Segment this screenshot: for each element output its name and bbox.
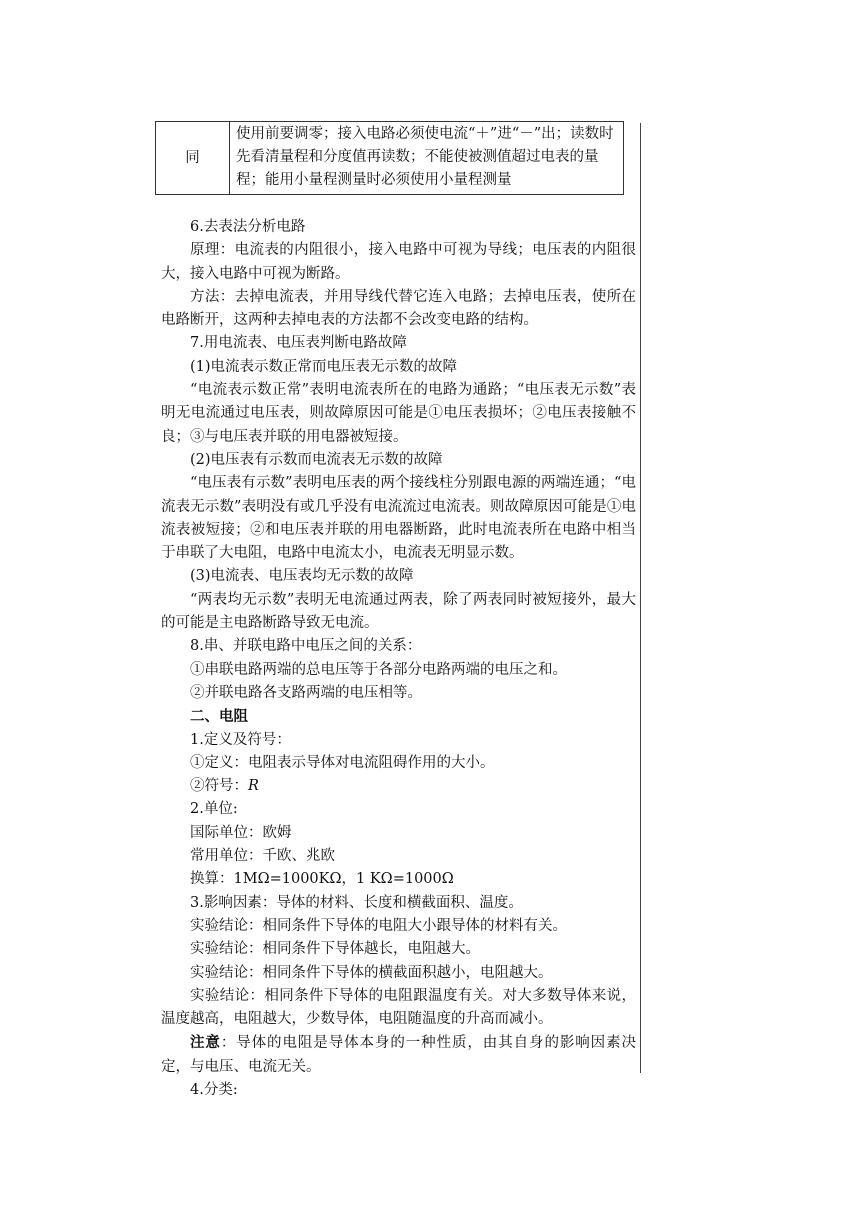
symbol-label: ②符号：: [190, 778, 248, 795]
definition-title: 1.定义及符号：: [190, 731, 291, 748]
si-unit: 国际单位：欧姆: [190, 824, 292, 841]
document-body: [161, 216, 636, 1102]
conclusion-material: 实验结论：相同条件下导体的电阻大小跟导体的材料有关。: [190, 917, 567, 934]
series-voltage-rule: ①串联电路两端的总电压等于各部分电路两端的电压之和。: [190, 661, 567, 678]
note-text: ：导体的电阻是导体本身的一种性质，由其自身的影响因素决定，与电压、电流无关。: [161, 1035, 637, 1075]
principle-paragraph: 原理：电流表的内阻很小，接入电路中可视为导线；电压表的内阻很大，接入电路中可视为断路。: [161, 242, 636, 282]
influencing-factors: 3.影响因素：导体的材料、长度和横截面积、温度。: [190, 894, 523, 911]
unit-title: 2.单位:: [190, 801, 238, 818]
fault-case-2-title: (2)电压表有示数而电流表无示数的故障: [190, 451, 443, 468]
line-7: 7.用电流表、电压表判断电路故障: [190, 335, 407, 352]
fault-case-1-paragraph: “电流表示数正常”表明电流表所在的电路为通路；“电压表无示数”表明无电流通过电压表，则故障原因可能是①电压表损坏；②电压表接触不良；③与电压表并联的用电器被短接。: [161, 382, 636, 445]
page-margin-line: [640, 123, 641, 1073]
classification-title: 4.分类:: [190, 1081, 238, 1098]
fault-case-2-paragraph: “电压表有示数”表明电压表的两个接线柱分别跟电源的两端连通；“电流表无示数”表明没有或几乎没有电流流过电流表。则故障原因可能是①电流表被短接；②和电压表并联的用电器断路，此时电流表所在电路中相当于串联了大电阻，电路中电流太小，电流表无明显示数。: [161, 475, 636, 562]
common-unit: 常用单位：千欧、兆欧: [190, 848, 335, 865]
symbol-value: R: [248, 778, 259, 795]
table-cell-label: 同: [156, 122, 230, 195]
definition-text: ①定义：电阻表示导体对电流阻碍作用的大小。: [190, 754, 495, 771]
conclusion-length: 实验结论：相同条件下导体越长，电阻越大。: [190, 941, 480, 958]
method-paragraph: 方法：去掉电流表，并用导线代替它连入电路；去掉电压表，使所在电路断开，这两种去掉电表的方法都不会改变电路的结构。: [161, 288, 636, 329]
fault-case-3-title: (3)电流表、电压表均无示数的故障: [190, 568, 414, 585]
symbol-line: [161, 775, 636, 798]
line-8: 8.串、并联电路中电压之间的关系：: [190, 638, 422, 655]
note-paragraph: [161, 1031, 636, 1079]
fault-case-3-paragraph: “两表均无示数”表明无电流通过两表，除了两表同时被短接外，最大的可能是主电路断路导致无电流。: [161, 591, 636, 632]
conclusion-temperature: 实验结论：相同条件下导体的电阻跟温度有关。对大多数导体来说，温度越高，电阻越大，少数导体，电阻随温度的升高而减小。: [161, 987, 636, 1028]
unit-conversion: 换算：1MΩ=1000KΩ，1 KΩ=1000Ω: [190, 871, 454, 888]
table-row: [156, 122, 624, 195]
conclusion-area: 实验结论：相同条件下导体的横截面积越小，电阻越大。: [190, 964, 553, 981]
fault-case-1-title: (1)电流表示数正常而电压表无示数的故障: [190, 358, 458, 375]
parallel-voltage-rule: ②并联电路各支路两端的电压相等。: [190, 684, 422, 701]
table-cell-text: 使用前要调零；接入电路必须使电流“＋”进“－”出；读数时先看清量程和分度值再读数；不能使被测值超过电表的量程；能用小量程测量时必须使用小量程测量: [230, 122, 624, 195]
line-6: 6.去表法分析电路: [190, 219, 306, 235]
section-heading-resistance: 二、电阻: [190, 708, 248, 726]
ammeter-voltmeter-comparison-table: [155, 121, 624, 195]
note-label: 注意: [190, 1034, 221, 1052]
